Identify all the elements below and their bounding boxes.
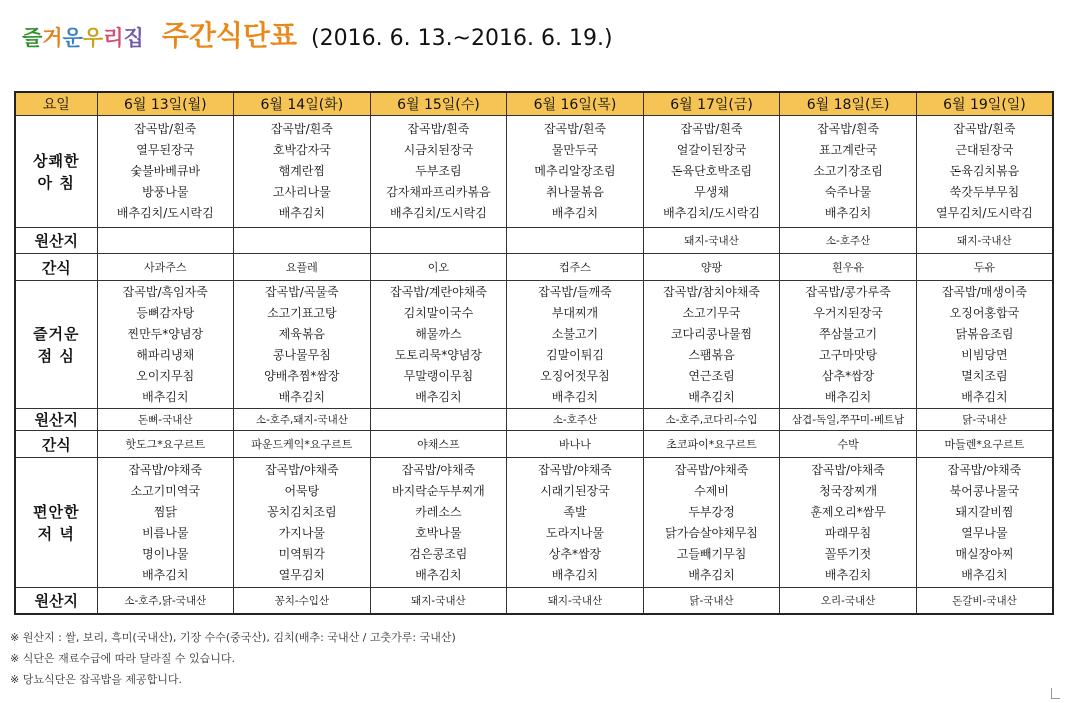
snack-cell: 핫도그*요구르트: [97, 431, 234, 458]
menu-item: 연근조림: [688, 368, 735, 383]
lunch-menu-cell: [916, 281, 1053, 409]
origin-cell: 닭-국내산: [916, 409, 1053, 431]
menu-item: 삼추*쌈장: [821, 368, 875, 383]
dinner-menu-row: [15, 458, 1053, 588]
menu-item: 호박감자국: [272, 143, 331, 157]
menu-item: 고사리나물: [272, 185, 331, 199]
menu-item: 잡곡밥/흰죽: [270, 122, 333, 136]
menu-item: 돼지갈비찜: [955, 504, 1014, 519]
menu-item: 배추김치/도시락김: [390, 206, 487, 220]
menu-item: 잡곡밥/야채죽: [265, 462, 339, 477]
origin-cell: 돼지-국내산: [370, 588, 507, 614]
logo: [22, 22, 144, 52]
snack-cell: 흰우유: [780, 254, 917, 281]
menu-item: 잡곡밥/콩가루죽: [805, 284, 891, 299]
menu-item: 바지락순두부찌개: [392, 483, 485, 498]
menu-item: 오징어젓무침: [540, 368, 610, 383]
snack-cell: 초코파이*요구르트: [643, 431, 780, 458]
meal-label-line: 저 녁: [37, 524, 75, 543]
lunch-menu-cell: [370, 281, 507, 409]
dinner-origin-row: [15, 588, 1053, 614]
menu-item: 배추김치: [961, 389, 1008, 404]
menu-item: 햄계란찜: [278, 164, 326, 178]
origin-cell: 소-호주,닭-국내산: [97, 588, 234, 614]
snack-cell: 요플레: [234, 254, 371, 281]
origin-cell: 소-호주,돼지-국내산: [234, 409, 371, 431]
origin-cell: 오리-국내산: [780, 588, 917, 614]
menu-item: 오징어홍합국: [949, 305, 1020, 320]
menu-item: 열무된장국: [136, 143, 195, 157]
menu-item: 배추김치: [142, 567, 189, 582]
menu-item: 감자채파프리카볶음: [386, 185, 491, 199]
menu-item: 족발: [563, 504, 587, 519]
menu-item: 찐만두*양념장: [127, 326, 204, 341]
menu-item: 열무나물: [961, 525, 1008, 540]
footnotes: [10, 627, 456, 690]
origin-label: 원산지: [15, 409, 97, 431]
date-range: (2016. 6. 13.~2016. 6. 19.): [311, 26, 613, 51]
menu-item: 두부조림: [415, 164, 462, 178]
menu-item: 두부강정: [688, 504, 735, 519]
menu-item: 북어콩나물국: [949, 483, 1020, 498]
menu-item: 얼갈이된장국: [676, 143, 747, 157]
lunch-menu-cell: [97, 281, 234, 409]
lunch-menu-cell: [234, 281, 371, 409]
menu-item: 잡곡밥/참치야채죽: [663, 284, 760, 299]
menu-item: 잡곡밥/야채죽: [947, 462, 1022, 477]
lunch-menu-cell: [643, 281, 780, 409]
dinner-menu-cell: [780, 458, 917, 588]
breakfast-origin-row: [15, 228, 1053, 254]
menu-item: 잡곡밥/흰죽: [680, 122, 743, 136]
menu-item: 배추김치: [688, 567, 735, 582]
menu-item: 상추*쌈장: [548, 546, 602, 561]
menu-item: 수제비: [694, 483, 729, 498]
menu-item: 양배추찜*쌈장: [264, 368, 340, 383]
menu-item: 우거지된장국: [813, 305, 883, 320]
menu-item: 돈육단호박조림: [670, 164, 753, 178]
snack-cell: 파운드케익*요구르트: [234, 431, 371, 458]
origin-cell: 닭-국내산: [643, 588, 780, 614]
meal-label-line: 상쾌한: [33, 151, 80, 170]
menu-item: 배추김치/도시락김: [116, 206, 214, 220]
menu-item: 오이지무침: [136, 368, 195, 383]
menu-item: 소고기표고탕: [267, 305, 337, 320]
menu-item: 메추리알장조림: [534, 164, 616, 178]
menu-table: [14, 91, 1054, 615]
menu-item: 고들빼기무침: [676, 546, 747, 561]
lunch-menu-row: [15, 281, 1053, 409]
menu-item: 코다리콩나물찜: [670, 326, 753, 341]
logo-char: 우: [82, 26, 104, 50]
menu-item: 미역튀각: [278, 546, 326, 561]
menu-item: 취나물볶음: [545, 185, 604, 199]
menu-item: 배추김치: [278, 389, 326, 404]
menu-item: 배추김치: [415, 567, 462, 582]
menu-item: 잡곡밥/흰죽: [134, 122, 197, 136]
menu-item: 비빔당면: [961, 347, 1008, 362]
lunch-label: [15, 281, 97, 409]
day-header: 6월 14일(화): [234, 92, 371, 116]
menu-item: 시금치된장국: [403, 143, 474, 157]
origin-cell: 소-호주산: [780, 228, 917, 254]
menu-item: 호박나물: [415, 525, 462, 540]
menu-item: 무생채: [694, 185, 729, 199]
meal-label-line: 아 침: [37, 173, 75, 192]
menu-item: 시래기된장국: [540, 483, 610, 498]
menu-item: 잡곡밥/흰죽: [817, 122, 880, 136]
menu-item: 잡곡밥/흰죽: [543, 122, 606, 136]
snack-cell: 마들렌*요구르트: [916, 431, 1053, 458]
menu-item: 배추김치: [551, 389, 599, 404]
menu-item: 배추김치: [551, 206, 599, 220]
dinner-menu-cell: [643, 458, 780, 588]
menu-item: 등뼈감자탕: [136, 305, 195, 320]
menu-item: 잡곡밥/흰죽: [953, 122, 1016, 136]
menu-item: 열무김치/도시락김: [936, 206, 1033, 220]
header-row: [15, 92, 1053, 116]
snack-label: 간식: [15, 254, 97, 281]
origin-label: 원산지: [15, 228, 97, 254]
menu-item: 가지나물: [278, 525, 326, 540]
breakfast-menu-cell: [234, 116, 371, 228]
menu-item: 쑥갓두부무침: [949, 185, 1020, 199]
menu-item: 잡곡밥/들깨죽: [538, 284, 612, 299]
menu-item: 배추김치/도시락김: [663, 206, 760, 220]
origin-cell: 돼지-국내산: [643, 228, 780, 254]
breakfast-menu-cell: [507, 116, 644, 228]
menu-item: 숙주나물: [824, 185, 872, 199]
menu-item: 잡곡밥/매생이죽: [941, 284, 1028, 299]
menu-item: 어묵탕: [284, 483, 320, 498]
dinner-menu-cell: [234, 458, 371, 588]
menu-item: 잡곡밥/계란야채죽: [390, 284, 487, 299]
origin-cell: [507, 228, 644, 254]
day-header: 6월 15일(수): [370, 92, 507, 116]
snack-cell: 컵주스: [507, 254, 644, 281]
menu-item: 소고기장조림: [813, 164, 883, 178]
footnote: ※ 식단은 재료수급에 따라 달라질 수 있습니다.: [10, 652, 235, 665]
menu-item: 배추김치: [415, 389, 462, 404]
menu-item: 도토리묵*양념장: [394, 347, 482, 362]
origin-cell: 꽁치-수입산: [234, 588, 371, 614]
menu-item: 부대찌개: [551, 305, 599, 320]
meal-label-line: 즐거운: [33, 324, 80, 343]
menu-item: 해파리냉채: [136, 347, 195, 362]
menu-item: 배추김치: [688, 389, 735, 404]
day-header: 6월 13일(월): [97, 92, 234, 116]
footnote: ※ 당뇨식단은 잡곡밥을 제공합니다.: [10, 673, 182, 686]
snack-cell: 바나나: [507, 431, 644, 458]
origin-cell: 소-호주산: [507, 409, 644, 431]
menu-item: 열무김치: [278, 567, 326, 582]
lunch-menu-cell: [507, 281, 644, 409]
lunch-snack-row: [15, 431, 1053, 458]
menu-item: 김치말이국수: [403, 305, 474, 320]
logo-char: 운: [62, 26, 83, 50]
origin-cell: [97, 228, 234, 254]
menu-item: 무말랭이무침: [403, 368, 474, 383]
dinner-label: [15, 458, 97, 588]
menu-item: 돈육김치볶음: [949, 164, 1020, 178]
dinner-menu-cell: [507, 458, 644, 588]
origin-cell: 돼지-국내산: [916, 228, 1053, 254]
menu-item: 물만두국: [551, 143, 599, 157]
menu-item: 소고기무국: [682, 305, 741, 320]
snack-cell: 두유: [916, 254, 1053, 281]
page-header: [22, 14, 613, 54]
origin-cell: 돈갈비-국내산: [916, 588, 1053, 614]
breakfast-menu-cell: [780, 116, 917, 228]
lunch-origin-row: [15, 409, 1053, 431]
menu-item: 스팸볶음: [688, 347, 735, 362]
day-header: 6월 17일(금): [643, 92, 780, 116]
menu-item: 찜닭: [153, 504, 177, 519]
menu-item: 검은콩조림: [409, 546, 468, 561]
menu-item: 비름나물: [142, 525, 189, 540]
snack-cell: 이오: [370, 254, 507, 281]
dinner-menu-cell: [370, 458, 507, 588]
breakfast-snack-row: [15, 254, 1053, 281]
meal-label-line: 점 심: [37, 346, 75, 365]
menu-item: 잡곡밥/흰죽: [407, 122, 470, 136]
meal-label-line: 편안한: [33, 502, 80, 521]
day-column-header: 요일: [15, 92, 97, 116]
origin-label: 원산지: [15, 588, 97, 614]
menu-item: 파래무침: [824, 525, 872, 540]
menu-item: 배추김치: [551, 567, 599, 582]
menu-item: 도라지나물: [545, 525, 604, 540]
menu-item: 잡곡밥/야채죽: [128, 462, 203, 477]
day-header: 6월 18일(토): [780, 92, 917, 116]
menu-item: 해물까스: [415, 326, 462, 341]
menu-item: 카레소스: [415, 504, 462, 519]
menu-item: 꼴뚜기젓: [824, 546, 872, 561]
menu-item: 잡곡밥/흑임자죽: [122, 284, 208, 299]
origin-cell: [234, 228, 371, 254]
snack-cell: 양팡: [643, 254, 780, 281]
menu-item: 콩나물무침: [272, 347, 331, 362]
menu-item: 닭가슴살야채무침: [665, 525, 758, 540]
footnote: ※ 원산지 : 쌀, 보리, 흑미(국내산), 기장 수수(중국산), 김치(배추: 국내산 / 고춧가루: 국내산): [10, 631, 456, 644]
menu-item: 잡곡밥/곡물죽: [265, 284, 339, 299]
menu-item: 청국장찌개: [819, 483, 878, 498]
menu-item: 배추김치: [278, 206, 326, 220]
menu-item: 잡곡밥/야채죽: [538, 462, 612, 477]
menu-item: 배추김치: [824, 389, 872, 404]
page-title: 주간식단표: [161, 19, 298, 52]
dinner-menu-cell: [97, 458, 234, 588]
dinner-menu-cell: [916, 458, 1053, 588]
snack-cell: 수박: [780, 431, 917, 458]
snack-label: 간식: [15, 431, 97, 458]
menu-item: 방풍나물: [142, 185, 189, 199]
menu-item: 숯불바베큐바: [130, 164, 201, 178]
origin-cell: 돼지-국내산: [507, 588, 644, 614]
logo-char: 즐: [22, 26, 43, 50]
breakfast-menu-row: [15, 116, 1053, 228]
menu-item: 제육볶음: [278, 326, 326, 341]
breakfast-label: [15, 116, 97, 228]
origin-cell: 돈뼈-국내산: [97, 409, 234, 431]
origin-cell: [370, 228, 507, 254]
menu-item: 잡곡밥/야채죽: [674, 462, 749, 477]
menu-item: 김말이튀김: [545, 347, 604, 362]
menu-item: 닭볶음조림: [955, 326, 1014, 341]
menu-item: 매실장아찌: [955, 546, 1014, 561]
breakfast-menu-cell: [916, 116, 1053, 228]
menu-item: 배추김치: [961, 567, 1008, 582]
menu-item: 소불고기: [551, 326, 599, 341]
menu-item: 배추김치: [824, 567, 872, 582]
menu-item: 표고계란국: [819, 143, 878, 157]
logo-char: 거: [42, 26, 63, 50]
menu-item: 고구마맛탕: [819, 347, 878, 362]
menu-item: 멸치조림: [961, 368, 1008, 383]
origin-cell: [370, 409, 507, 431]
menu-item: 꽁치김치조림: [267, 504, 337, 519]
menu-item: 소고기미역국: [130, 483, 201, 498]
snack-cell: 사과주스: [97, 254, 234, 281]
menu-item: 근대된장국: [955, 143, 1014, 157]
menu-item: 잡곡밥/야채죽: [811, 462, 885, 477]
day-header: 6월 19일(일): [916, 92, 1053, 116]
day-header: 6월 16일(목): [507, 92, 644, 116]
logo-char: 집: [123, 26, 144, 50]
menu-item: 명이나물: [142, 546, 189, 561]
menu-item: 훈제오리*쌈무: [810, 504, 886, 519]
snack-cell: 야채스프: [370, 431, 507, 458]
origin-cell: 소-호주,코다리-수입: [643, 409, 780, 431]
logo-char: 리: [103, 26, 124, 50]
origin-cell: 삼겹-독일,쭈꾸미-베트남: [780, 409, 917, 431]
breakfast-menu-cell: [97, 116, 234, 228]
lunch-menu-cell: [780, 281, 917, 409]
menu-item: 배추김치: [824, 206, 872, 220]
breakfast-menu-cell: [643, 116, 780, 228]
menu-item: 배추김치: [142, 389, 189, 404]
breakfast-menu-cell: [370, 116, 507, 228]
page-corner-mark: [1051, 688, 1060, 699]
menu-item: 쭈삼불고기: [819, 326, 878, 341]
menu-item: 잡곡밥/야채죽: [401, 462, 476, 477]
